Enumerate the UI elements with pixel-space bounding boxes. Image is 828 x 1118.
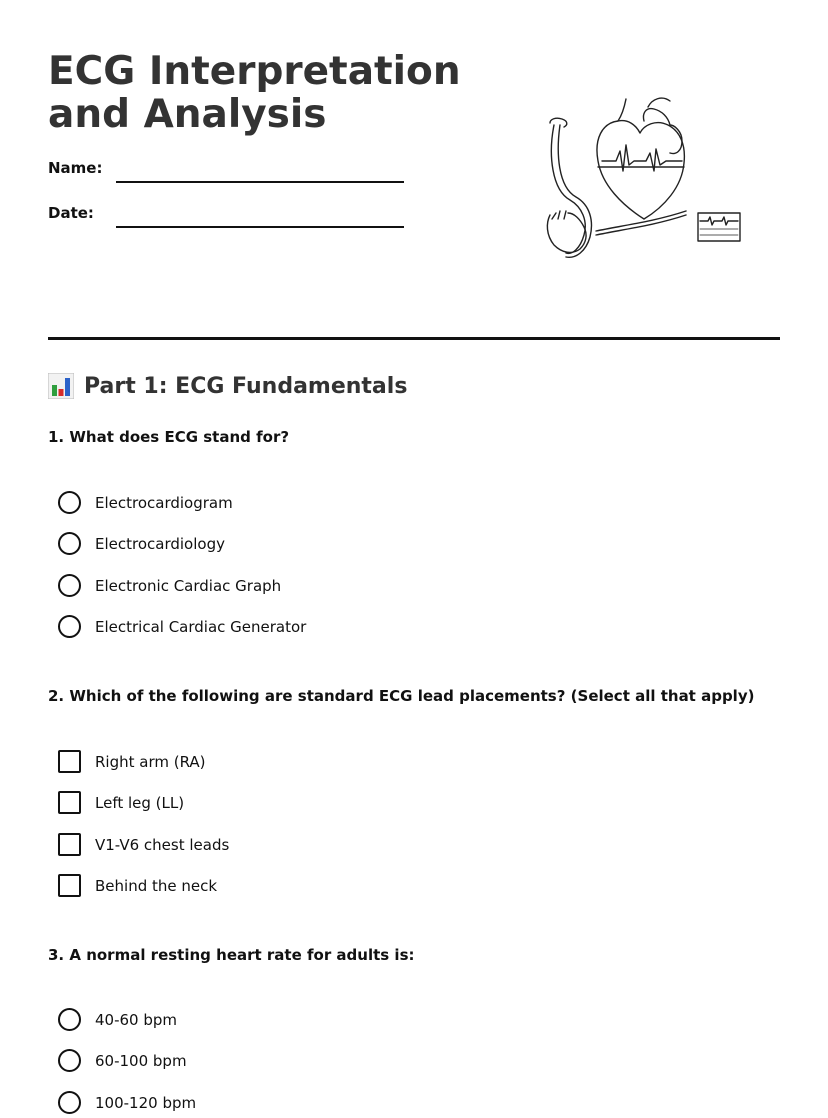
date-field[interactable] [116,226,404,228]
option-label: 40-60 bpm [95,1010,178,1029]
question-2: 2. Which of the following are standard ECG lead placements? (Select all that apply) [48,687,755,705]
q1-option-3[interactable] [58,574,281,597]
q2-option-2[interactable] [58,791,184,814]
worksheet-title: ECG Interpretation and Analysis [48,49,461,137]
option-label: Electrical Cardiac Generator [95,617,307,636]
checkbox[interactable] [58,791,81,814]
radio-button[interactable] [58,1049,81,1072]
checkbox[interactable] [58,750,81,773]
option-label: 60-100 bpm [95,1051,187,1070]
radio-button[interactable] [58,615,81,638]
q3-option-1[interactable] [58,1008,177,1031]
q1-option-2[interactable] [58,532,225,555]
question-1: 1. What does ECG stand for? [48,428,290,446]
q2-option-3[interactable] [58,833,229,856]
option-label: Left leg (LL) [95,793,185,812]
q3-option-3[interactable] [58,1091,196,1114]
option-label: V1-V6 chest leads [95,835,230,854]
option-label: Electronic Cardiac Graph [95,576,282,595]
section-title: Part 1: ECG Fundamentals [84,373,408,399]
section-divider [48,337,780,340]
question-3: 3. A normal resting heart rate for adults is: [48,946,415,964]
radio-button[interactable] [58,1008,81,1031]
radio-button[interactable] [58,574,81,597]
checkbox[interactable] [58,833,81,856]
name-field[interactable] [116,181,404,183]
option-label: Electrocardiology [95,534,225,553]
option-label: 100-120 bpm [95,1093,197,1112]
date-label: Date: [48,204,94,222]
q1-option-4[interactable] [58,615,306,638]
radio-button[interactable] [58,491,81,514]
q3-option-2[interactable] [58,1049,187,1072]
option-label: Electrocardiogram [95,493,233,512]
q1-option-1[interactable] [58,491,233,514]
checkbox[interactable] [58,874,81,897]
bar-chart-icon [48,373,74,399]
radio-button[interactable] [58,532,81,555]
name-label: Name: [48,159,103,177]
option-label: Behind the neck [95,876,218,895]
option-label: Right arm (RA) [95,752,206,771]
q2-option-1[interactable] [58,750,206,773]
q2-option-4[interactable] [58,874,217,897]
heart-stethoscope-illustration [536,95,746,265]
radio-button[interactable] [58,1091,81,1114]
section-heading [48,373,407,399]
